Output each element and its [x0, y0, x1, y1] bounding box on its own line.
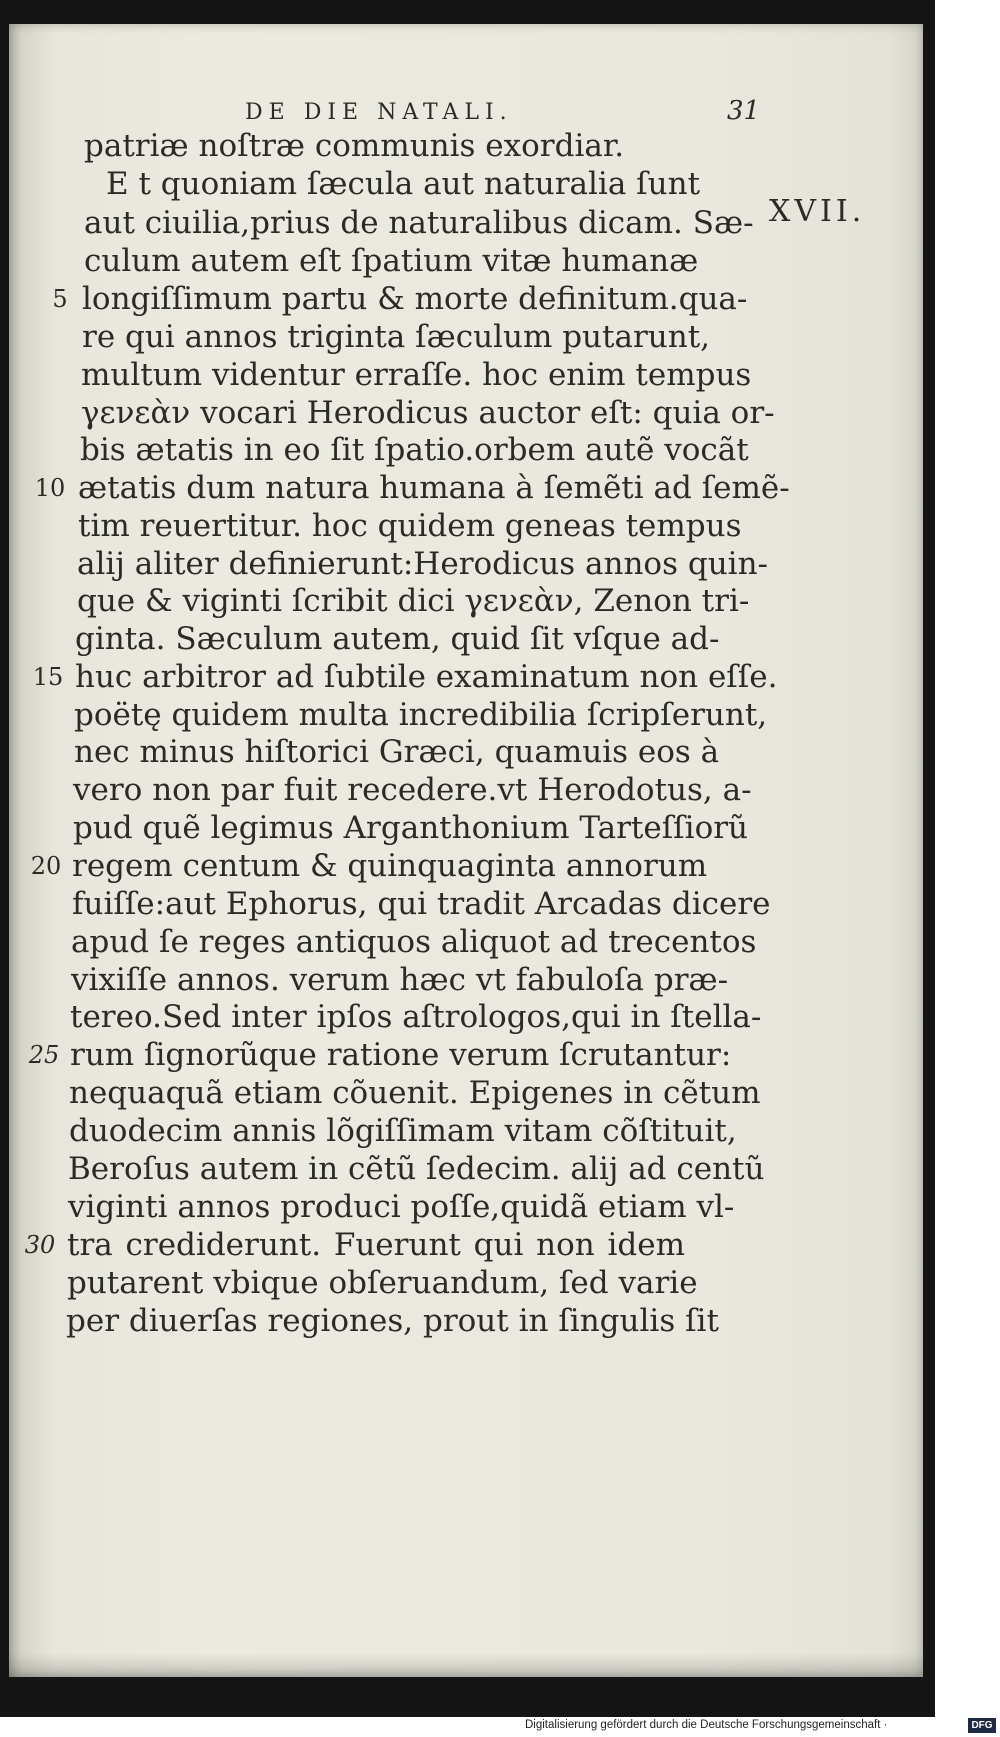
text-line: patriæ noſtræ communis exordiar.	[84, 128, 625, 164]
text-line: ætatis dum natura humana à ſemẽti ad ſemẽ-	[78, 470, 790, 506]
running-head: DE DIE NATALI.	[245, 100, 513, 125]
text-line: viginti annos produci poſſe,quidã etiam vl-	[68, 1189, 735, 1225]
text-line: duodecim annis lõgiſſimam vitam cõſtituit,	[69, 1113, 737, 1149]
text-line: per diuerſas regiones, prout in ſingulis ſit	[66, 1303, 719, 1339]
text-line: pud quẽ legimus Arganthonium Tarteſſiorũ	[73, 810, 749, 846]
text-line: tra crediderunt. Fuerunt qui non idem	[67, 1227, 685, 1263]
text-line: poëtę quidem multa incredibilia ſcripſerunt,	[74, 697, 768, 733]
text-line: re qui annos triginta ſæculum putarunt,	[82, 319, 711, 355]
text-line: rum ſignorũque ratione verum ſcrutantur:	[70, 1037, 732, 1073]
line-number: 15	[32, 663, 64, 691]
line-number: 5	[52, 285, 68, 313]
text-line: tereo.Sed inter ipſos aſtrologos,qui in ſtella-	[70, 999, 762, 1035]
text-line: nequaquã etiam cõuenit. Epigenes in cẽtum	[69, 1075, 761, 1111]
text-line: apud ſe reges antiquos aliquot ad trecentos	[71, 924, 757, 960]
text-line: putarent vbique obſeruandum, ſed varie	[67, 1265, 698, 1301]
line-number: 10	[34, 474, 66, 502]
text-line: nec minus hiſtorici Græci, quamuis eos à	[74, 734, 720, 770]
text-line: fuiſſe:aut Ephorus, qui tradit Arcadas dicere	[72, 886, 771, 922]
page-bottom-shadow	[9, 1653, 923, 1677]
text-line: culum autem eſt ſpatium vitæ humanæ	[84, 243, 699, 279]
text-line: que & viginti ſcribit dici γενεὰν, Zenon tri-	[77, 583, 750, 619]
book-page	[9, 24, 923, 1677]
text-line: ginta. Sæculum autem, quid ſit vſque ad-	[75, 621, 720, 657]
text-line: regem centum & quinquaginta annorum	[72, 848, 708, 884]
page-number: 31	[727, 96, 761, 126]
text-line: longiſſimum partu & morte definitum.qua-	[82, 281, 748, 317]
text-line: bis ætatis in eo ſit ſpatio.orbem autẽ vocãt	[80, 432, 749, 468]
text-line: multum videntur erraſſe. hoc enim tempus	[81, 357, 752, 393]
text-line: vero non par fuit recedere.vt Herodotus, a-	[73, 772, 752, 808]
text-line: huc arbitror ad ſubtile examinatum non eſſe.	[75, 659, 778, 695]
line-number: 25	[28, 1041, 60, 1069]
digitization-credit: Digitalisierung gefördert durch die Deutsche Forschungsgemeinschaft ·	[525, 1719, 888, 1731]
text-line: aut ciuilia,prius de naturalibus dicam. Sæ-	[84, 205, 754, 241]
line-number: 20	[30, 852, 62, 880]
text-line: E t quoniam ſæcula aut naturalia ſunt	[106, 166, 701, 202]
text-line: Beroſus autem in cẽtũ ſedecim. alij ad centũ	[68, 1151, 765, 1187]
text-line: alij aliter definierunt:Herodicus annos quin-	[77, 546, 769, 582]
text-line: tim reuertitur. hoc quidem geneas tempus	[78, 508, 742, 544]
chapter-number: XVII.	[769, 194, 866, 229]
line-number: 30	[24, 1231, 56, 1259]
text-line: γενεὰν vocari Herodicus auctor eſt: quia or-	[81, 395, 775, 431]
body-text	[9, 24, 923, 1677]
text-line: vixiſſe annos. verum hæc vt fabuloſa præ-	[71, 962, 729, 998]
dfg-logo: DFG	[968, 1718, 996, 1733]
